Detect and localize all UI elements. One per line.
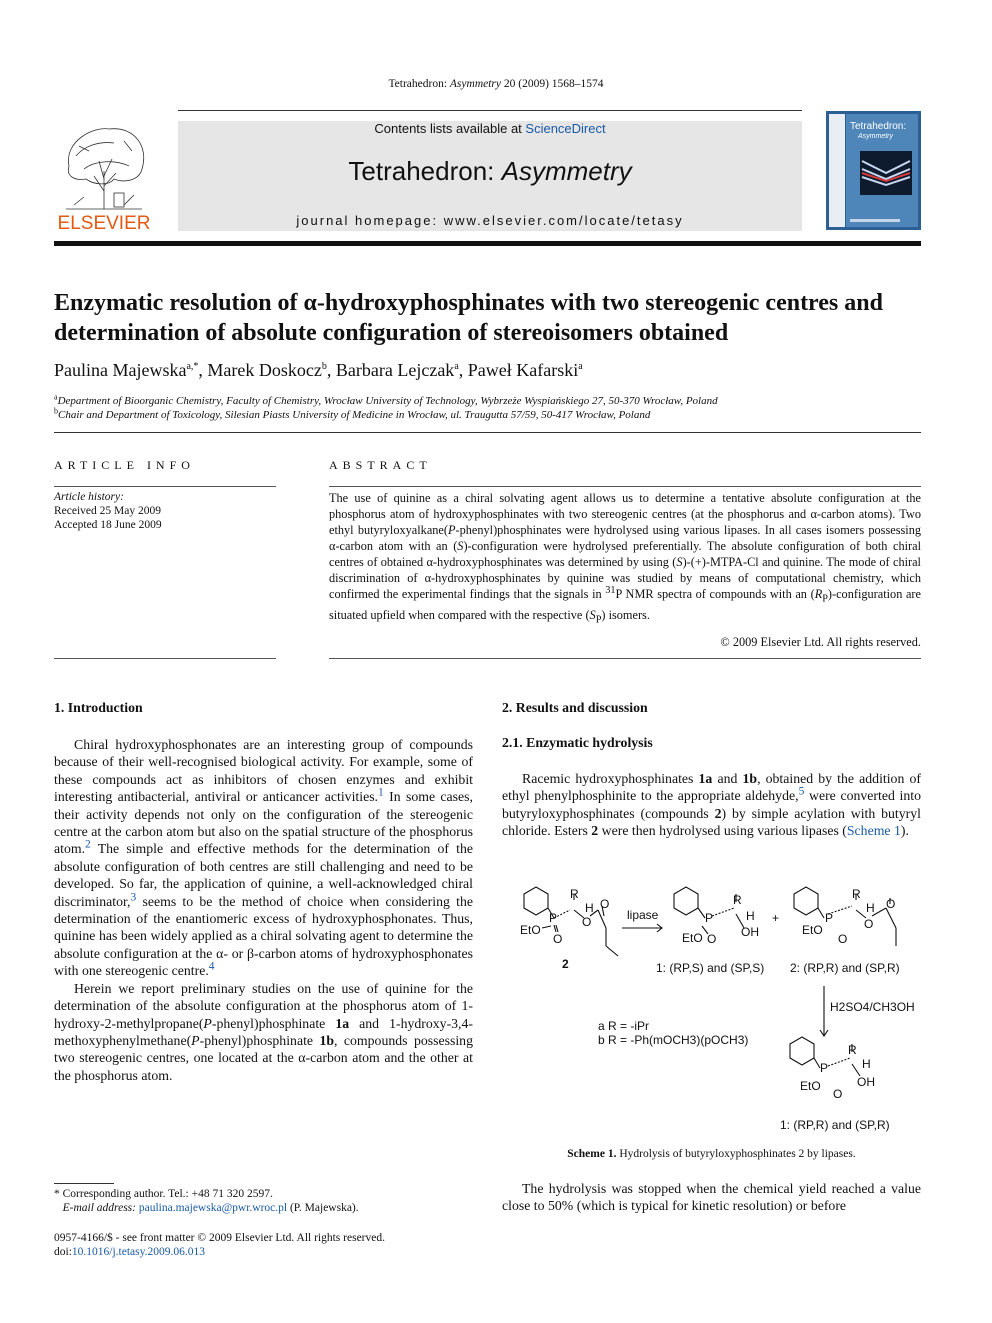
- svg-text:O: O: [886, 897, 896, 911]
- results-body: Racemic hydroxyphosphinates 1a and 1b, obtained by the addition of ethyl phenylphosphinite to the appropriate aldehyde,$^5$ were converted into butyryloxyphosphinates (compounds 2) by simple acylation with butyryl chloride. Esters 2 were then hydrolysed using various lipases (Scheme 1).: [502, 771, 922, 839]
- svg-text:R: R: [848, 1043, 857, 1057]
- svg-text:H: H: [585, 901, 594, 915]
- abstract-heading: ABSTRACT: [329, 458, 432, 472]
- divider: [54, 486, 276, 487]
- journal-citation: Tetrahedron: Asymmetry 20 (2009) 1568–1574: [388, 78, 604, 90]
- svg-text:O: O: [833, 1087, 843, 1101]
- svg-text:EtO: EtO: [802, 923, 823, 937]
- svg-text:O: O: [707, 932, 717, 946]
- svg-text:R: R: [570, 887, 579, 901]
- svg-text:P: P: [825, 911, 834, 925]
- svg-text:H2SO4/CH3OH: H2SO4/CH3OH: [830, 1000, 915, 1014]
- svg-text:OH: OH: [741, 925, 759, 939]
- email-link[interactable]: paulina.majewska@pwr.wroc.pl: [138, 1202, 288, 1214]
- results-body-continued: The hydrolysis was stopped when the chemical yield reached a value close to 50% (which is typical for kinetic resolution) or before: [502, 1181, 921, 1214]
- elsevier-logo: [54, 121, 154, 231]
- abstract-text: The use of quinine as a chiral solvating agent allows us to determine a tentative absolute configuration at the phosphorus atom of hydroxyphosphinates with two stereogenic centres (at the phosphorus and α-carbon atoms). Two ethyl butyryloxyalkane(P-phenyl)phosphinates were hydrolysed using various lipases. In all cases isomers possessing α-carbon atom with an (S)-configuration were hydrolysed preferentially. The absolute configuration of both chiral centres of obtained α-hydroxyphosphinates was determined by using (S)-(+)-MTPA-Cl and quinine. The mode of chiral discrimination of α-hydroxyphosphinates by quinine was studied by means of computational chemistry, which confirmed the experimental findings that the signals in $^{31}$P NMR spectra of compounds with an $(R_P)$-configuration are situated upfield when compared with the respective $(S_P)$ isomers.: [329, 491, 921, 626]
- author-name[interactable]: Paweł Kafarski: [467, 360, 579, 380]
- svg-text:P: P: [549, 911, 558, 925]
- author-list: Paulina Majewska$^{a,*}$, Marek Doskocz$^b$, Barbara Lejczak$^a$, Paweł Kafarski$^a$: [54, 360, 583, 380]
- author-name[interactable]: Marek Doskocz: [207, 360, 322, 380]
- affiliations: [54, 394, 934, 422]
- section-heading-introduction: 1. Introduction: [54, 700, 143, 715]
- svg-text:H: H: [746, 909, 755, 923]
- author-name[interactable]: Barbara Lejczak: [335, 360, 455, 380]
- svg-text:2: (RP,R) and (SP,R): 2: (RP,R) and (SP,R): [790, 961, 900, 975]
- divider: [54, 658, 276, 659]
- citation-link[interactable]: 5: [798, 785, 805, 798]
- footnote-rule: [54, 1183, 114, 1184]
- contents-line: Contents lists available at ScienceDirect: [374, 121, 606, 136]
- reaction-scheme: [502, 876, 921, 1136]
- svg-text:R: R: [733, 893, 742, 907]
- article-history: Article history: Received 25 May 2009 Accepted 18 June 2009: [54, 491, 162, 531]
- svg-text:O: O: [838, 932, 848, 946]
- citation-link[interactable]: 2: [85, 838, 91, 851]
- svg-text:O: O: [553, 932, 563, 946]
- header-bottom-rule: [54, 241, 921, 246]
- svg-text:2: 2: [562, 957, 569, 971]
- svg-text:OH: OH: [857, 1075, 875, 1089]
- svg-text:ELSEVIER: ELSEVIER: [57, 213, 151, 231]
- front-matter: 0957-4166/$ - see front matter © 2009 Elsevier Ltd. All rights reserved. doi:10.1016/j.tetasy.2009.06.013: [54, 1232, 385, 1258]
- doi-link[interactable]: 10.1016/j.tetasy.2009.06.013: [71, 1246, 205, 1258]
- divider: [54, 432, 921, 433]
- svg-text:a R = -iPr: a R = -iPr: [598, 1019, 650, 1033]
- svg-text:lipase: lipase: [627, 908, 659, 922]
- svg-text:Tetrahedron:: Tetrahedron:: [850, 121, 907, 132]
- svg-text:P: P: [705, 911, 714, 925]
- journal-cover-image: [826, 111, 921, 230]
- journal-homepage[interactable]: journal homepage: www.elsevier.com/locate/tetasy: [296, 213, 684, 228]
- article-title: Enzymatic resolution of α-hydroxyphosphinates with two stereogenic centres and determination of absolute configuration of stereoisomers obtained: [54, 290, 883, 346]
- subsection-heading: 2.1. Enzymatic hydrolysis: [502, 735, 653, 750]
- citation-link[interactable]: 4: [208, 960, 215, 973]
- svg-text:EtO: EtO: [800, 1079, 821, 1093]
- author-name[interactable]: Paulina Majewska: [54, 360, 187, 380]
- svg-text:O: O: [864, 917, 874, 931]
- sciencedirect-link[interactable]: ScienceDirect: [525, 121, 606, 136]
- svg-text:EtO: EtO: [520, 923, 541, 937]
- svg-text:1: (RP,R) and (SP,R): 1: (RP,R) and (SP,R): [780, 1118, 890, 1132]
- phenyl-ring: [524, 887, 548, 915]
- scheme-link[interactable]: Scheme 1: [846, 823, 901, 839]
- svg-text:O: O: [582, 915, 592, 929]
- journal-name: Tetrahedron: Asymmetry: [348, 156, 632, 186]
- article-info-heading: ARTICLE INFO: [54, 458, 195, 472]
- svg-text:R: R: [852, 887, 861, 901]
- scheme-caption: Scheme 1. Hydrolysis of butyryloxyphosphinates 2 by lipases.: [567, 1148, 856, 1160]
- citation-link[interactable]: 1: [378, 786, 384, 799]
- svg-text:EtO: EtO: [682, 931, 703, 945]
- svg-text:P: P: [820, 1061, 829, 1075]
- introduction-body: Chiral hydroxyphosphonates are an interesting group of compounds because of their well-recognised biological activity. For example, some of these compounds act as inhibitors of chosen enzymes and exhibit interesting antibacterial, antiviral or anticancer activities.$^1$ In some cases, their activity depends not only on the configuration of the stereogenic centre at the carbon atom but also on the spatial structure of the phosphorus atom.$^2$ The simple and effective methods for the determination of the absolute configuration of both centres are still challenging and need to be developed. So far, the application of quinine, a well-acknowledged chiral discriminator,$^3$ seems to be the method of choice when considering the determination of the enantiomeric excess of hydroxyphosphonates. Thus, quinine has been widely applied as a chiral solvating agent to determine the absolute configuration at the α- or β-carbon atoms of hydroxyphosphonates with one stereogenic centre.$^4$ Herein we report preliminary studies on the use of quinine for the determination of the absolute configuration at the phosphorus atom of 1-hydroxy-2-methylpropane(P-phenyl)phosphinate 1a and 1-hydroxy-3,4-methoxyphenylmethane(P-phenyl)phosphinate 1b, compounds possessing two stereogenic centres, one located at the α-carbon atom and the other at the phosphorus atom.: [54, 737, 473, 1083]
- svg-text:1: (RP,S) and (SP,S): 1: (RP,S) and (SP,S): [656, 961, 765, 975]
- affiliation-a: $^a$Department of Bioorganic Chemistry, Faculty of Chemistry, Wrocław University of Technology, Wybrzeże Wyspiańskiego 27, 50-370 Wrocław, Poland: [54, 392, 718, 407]
- svg-text:H: H: [862, 1057, 871, 1071]
- svg-text:O: O: [600, 897, 610, 911]
- svg-text:Asymmetry: Asymmetry: [858, 133, 893, 140]
- svg-text:H: H: [866, 901, 875, 915]
- divider: [329, 486, 921, 487]
- affiliation-b: $^b$Chair and Department of Toxicology, Silesian Piasts University of Medicine in Wrocław, ul. Traugutta 57/59, 50-417 Wrocław, Poland: [54, 406, 651, 421]
- header-top-rule: [178, 110, 802, 111]
- section-heading-results: 2. Results and discussion: [502, 700, 648, 715]
- corresponding-author-footnote: * Corresponding author. Tel.: +48 71 320 2597. E-mail address: paulina.majewska@pwr.wroc.pl (P. Majewska).: [54, 1188, 359, 1214]
- svg-text:+: +: [772, 911, 780, 925]
- divider: [329, 658, 921, 659]
- citation-link[interactable]: 3: [130, 891, 137, 904]
- svg-text:b R = -Ph(mOCH3)(pOCH3): b R = -Ph(mOCH3)(pOCH3): [598, 1033, 749, 1047]
- copyright-line: © 2009 Elsevier Ltd. All rights reserved.: [720, 635, 921, 649]
